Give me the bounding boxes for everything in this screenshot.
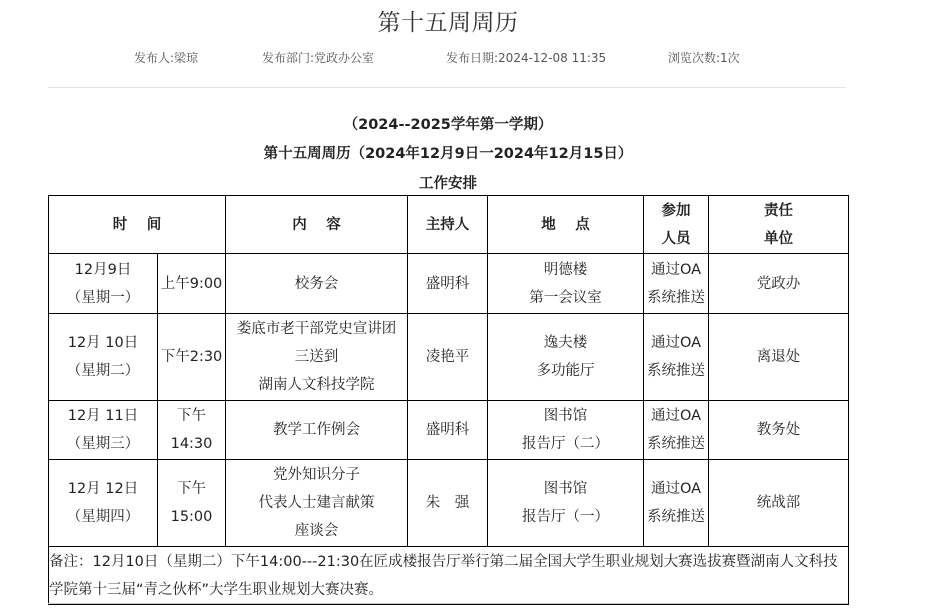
content-text: 教学工作例会	[273, 422, 360, 438]
place-line1: 图书馆	[543, 408, 588, 424]
unit-cell: 教务处	[709, 401, 849, 460]
participants-cell	[644, 460, 709, 547]
unit-cell: 党政办	[709, 254, 849, 314]
publisher-info	[134, 49, 198, 66]
host-cell: 盛明科	[408, 401, 488, 460]
time-line2: 14:30	[170, 436, 213, 452]
date-info	[446, 49, 606, 66]
header-place: 地 点	[488, 196, 644, 254]
header-host: 主持人	[408, 196, 488, 254]
date-cell	[49, 314, 158, 401]
views-value: 1次	[720, 51, 740, 65]
footer-divider	[48, 603, 848, 604]
date-text: 12月 11日	[67, 408, 139, 424]
place-line2: 第一会议室	[529, 289, 602, 306]
time-cell	[158, 254, 226, 314]
place-line1: 逸夫楼	[543, 335, 588, 351]
place-line2: 多功能厅	[536, 363, 595, 379]
publisher-value: 梁琼	[174, 51, 199, 65]
content-cell	[226, 314, 408, 401]
content-line3: 座谈会	[294, 523, 339, 539]
page-title: 第十五周周历	[377, 10, 519, 36]
host-cell: 朱 强	[408, 460, 488, 547]
time-cell	[158, 401, 226, 460]
header-unit	[709, 196, 849, 254]
participants-cell	[644, 254, 709, 314]
place-line1: 明德楼	[543, 261, 588, 278]
header-divider	[48, 87, 846, 88]
views-label: 浏览次数:	[668, 51, 721, 65]
content-line2: 三送到	[294, 349, 339, 365]
weekday-text: （星期二）	[66, 363, 140, 379]
content-line3: 湖南人文科技学院	[258, 377, 375, 393]
content-text: 校务会	[294, 275, 339, 292]
date-cell	[49, 460, 158, 547]
date-label: 发布日期:	[446, 51, 499, 65]
content-cell	[226, 254, 408, 314]
table-row	[49, 254, 849, 314]
date-text: 12月9日	[74, 261, 132, 278]
place-cell	[488, 254, 644, 314]
participants-line1: 通过OA	[650, 335, 702, 351]
content-cell	[226, 460, 408, 547]
participants-line1: 通过OA	[650, 481, 702, 497]
publisher-label: 发布人:	[134, 51, 175, 65]
time-cell	[158, 460, 226, 547]
header-participants-line1: 参加	[661, 202, 691, 219]
table-row	[49, 460, 849, 547]
time-text: 上午9:00	[160, 275, 223, 292]
header-time: 时 间	[49, 196, 226, 254]
date-cell	[49, 254, 158, 314]
date-cell	[49, 401, 158, 460]
time-line1: 下午	[177, 408, 206, 424]
note-cell: 备注：12月10日（星期二）下午14:00---21:30在匠成楼报告厅举行第二届全国大学生职业规划大赛选拔赛暨湖南人文科技学院第十三届“青之伙杯”大学生职业规划大赛决赛。	[49, 547, 849, 605]
participants-line1: 通过OA	[650, 261, 702, 278]
participants-line2: 系统推送	[647, 509, 705, 525]
date-text: 12月 10日	[67, 335, 139, 351]
department-value: 党政办公室	[314, 51, 375, 65]
table-row	[49, 314, 849, 401]
note-row	[49, 547, 849, 605]
time-line2: 15:00	[170, 509, 213, 525]
header-content: 内 容	[226, 196, 408, 254]
participants-line2: 系统推送	[647, 436, 705, 452]
department-info	[262, 49, 374, 66]
views-info	[668, 49, 740, 66]
participants-line2: 系统推送	[647, 289, 705, 306]
time-line1: 下午	[177, 481, 206, 497]
header-unit-line1: 责任	[764, 202, 793, 219]
participants-line1: 通过OA	[650, 408, 702, 424]
table-row	[49, 401, 849, 460]
place-line1: 图书馆	[543, 481, 588, 497]
content-cell	[226, 401, 408, 460]
place-cell	[488, 314, 644, 401]
time-text: 下午2:30	[160, 349, 223, 365]
content-line1: 娄底市老干部党史宣讲团	[236, 321, 397, 337]
place-line2: 报告厅（一）	[522, 509, 609, 525]
week-heading: 第十五周周历（2024年12月9日一2024年12月15日）	[263, 146, 633, 162]
place-line2: 报告厅（二）	[522, 436, 609, 452]
department-label: 发布部门:	[262, 51, 315, 65]
participants-line2: 系统推送	[647, 363, 705, 379]
participants-cell	[644, 401, 709, 460]
weekday-text: （星期四）	[66, 509, 140, 525]
header-unit-line2: 单位	[764, 230, 793, 247]
date-text: 12月 12日	[67, 481, 139, 497]
time-cell	[158, 314, 226, 401]
header-participants-line2: 人员	[661, 230, 691, 247]
weekday-text: （星期三）	[66, 436, 140, 452]
host-cell: 盛明科	[408, 254, 488, 314]
weekday-text: （星期一）	[66, 289, 140, 306]
semester-heading: （2024--2025学年第一学期）	[343, 117, 553, 133]
content-line2: 代表人士建言献策	[258, 495, 375, 511]
table-header-row	[49, 196, 849, 254]
unit-cell: 统战部	[709, 460, 849, 547]
host-cell: 凌艳平	[408, 314, 488, 401]
section-heading: 工作安排	[419, 176, 477, 192]
content-line1: 党外知识分子	[273, 467, 360, 483]
date-value: 2024-12-08 11:35	[498, 51, 607, 65]
place-cell	[488, 460, 644, 547]
header-participants	[644, 196, 709, 254]
unit-cell: 离退处	[709, 314, 849, 401]
participants-cell	[644, 314, 709, 401]
place-cell	[488, 401, 644, 460]
schedule-table	[48, 195, 849, 605]
